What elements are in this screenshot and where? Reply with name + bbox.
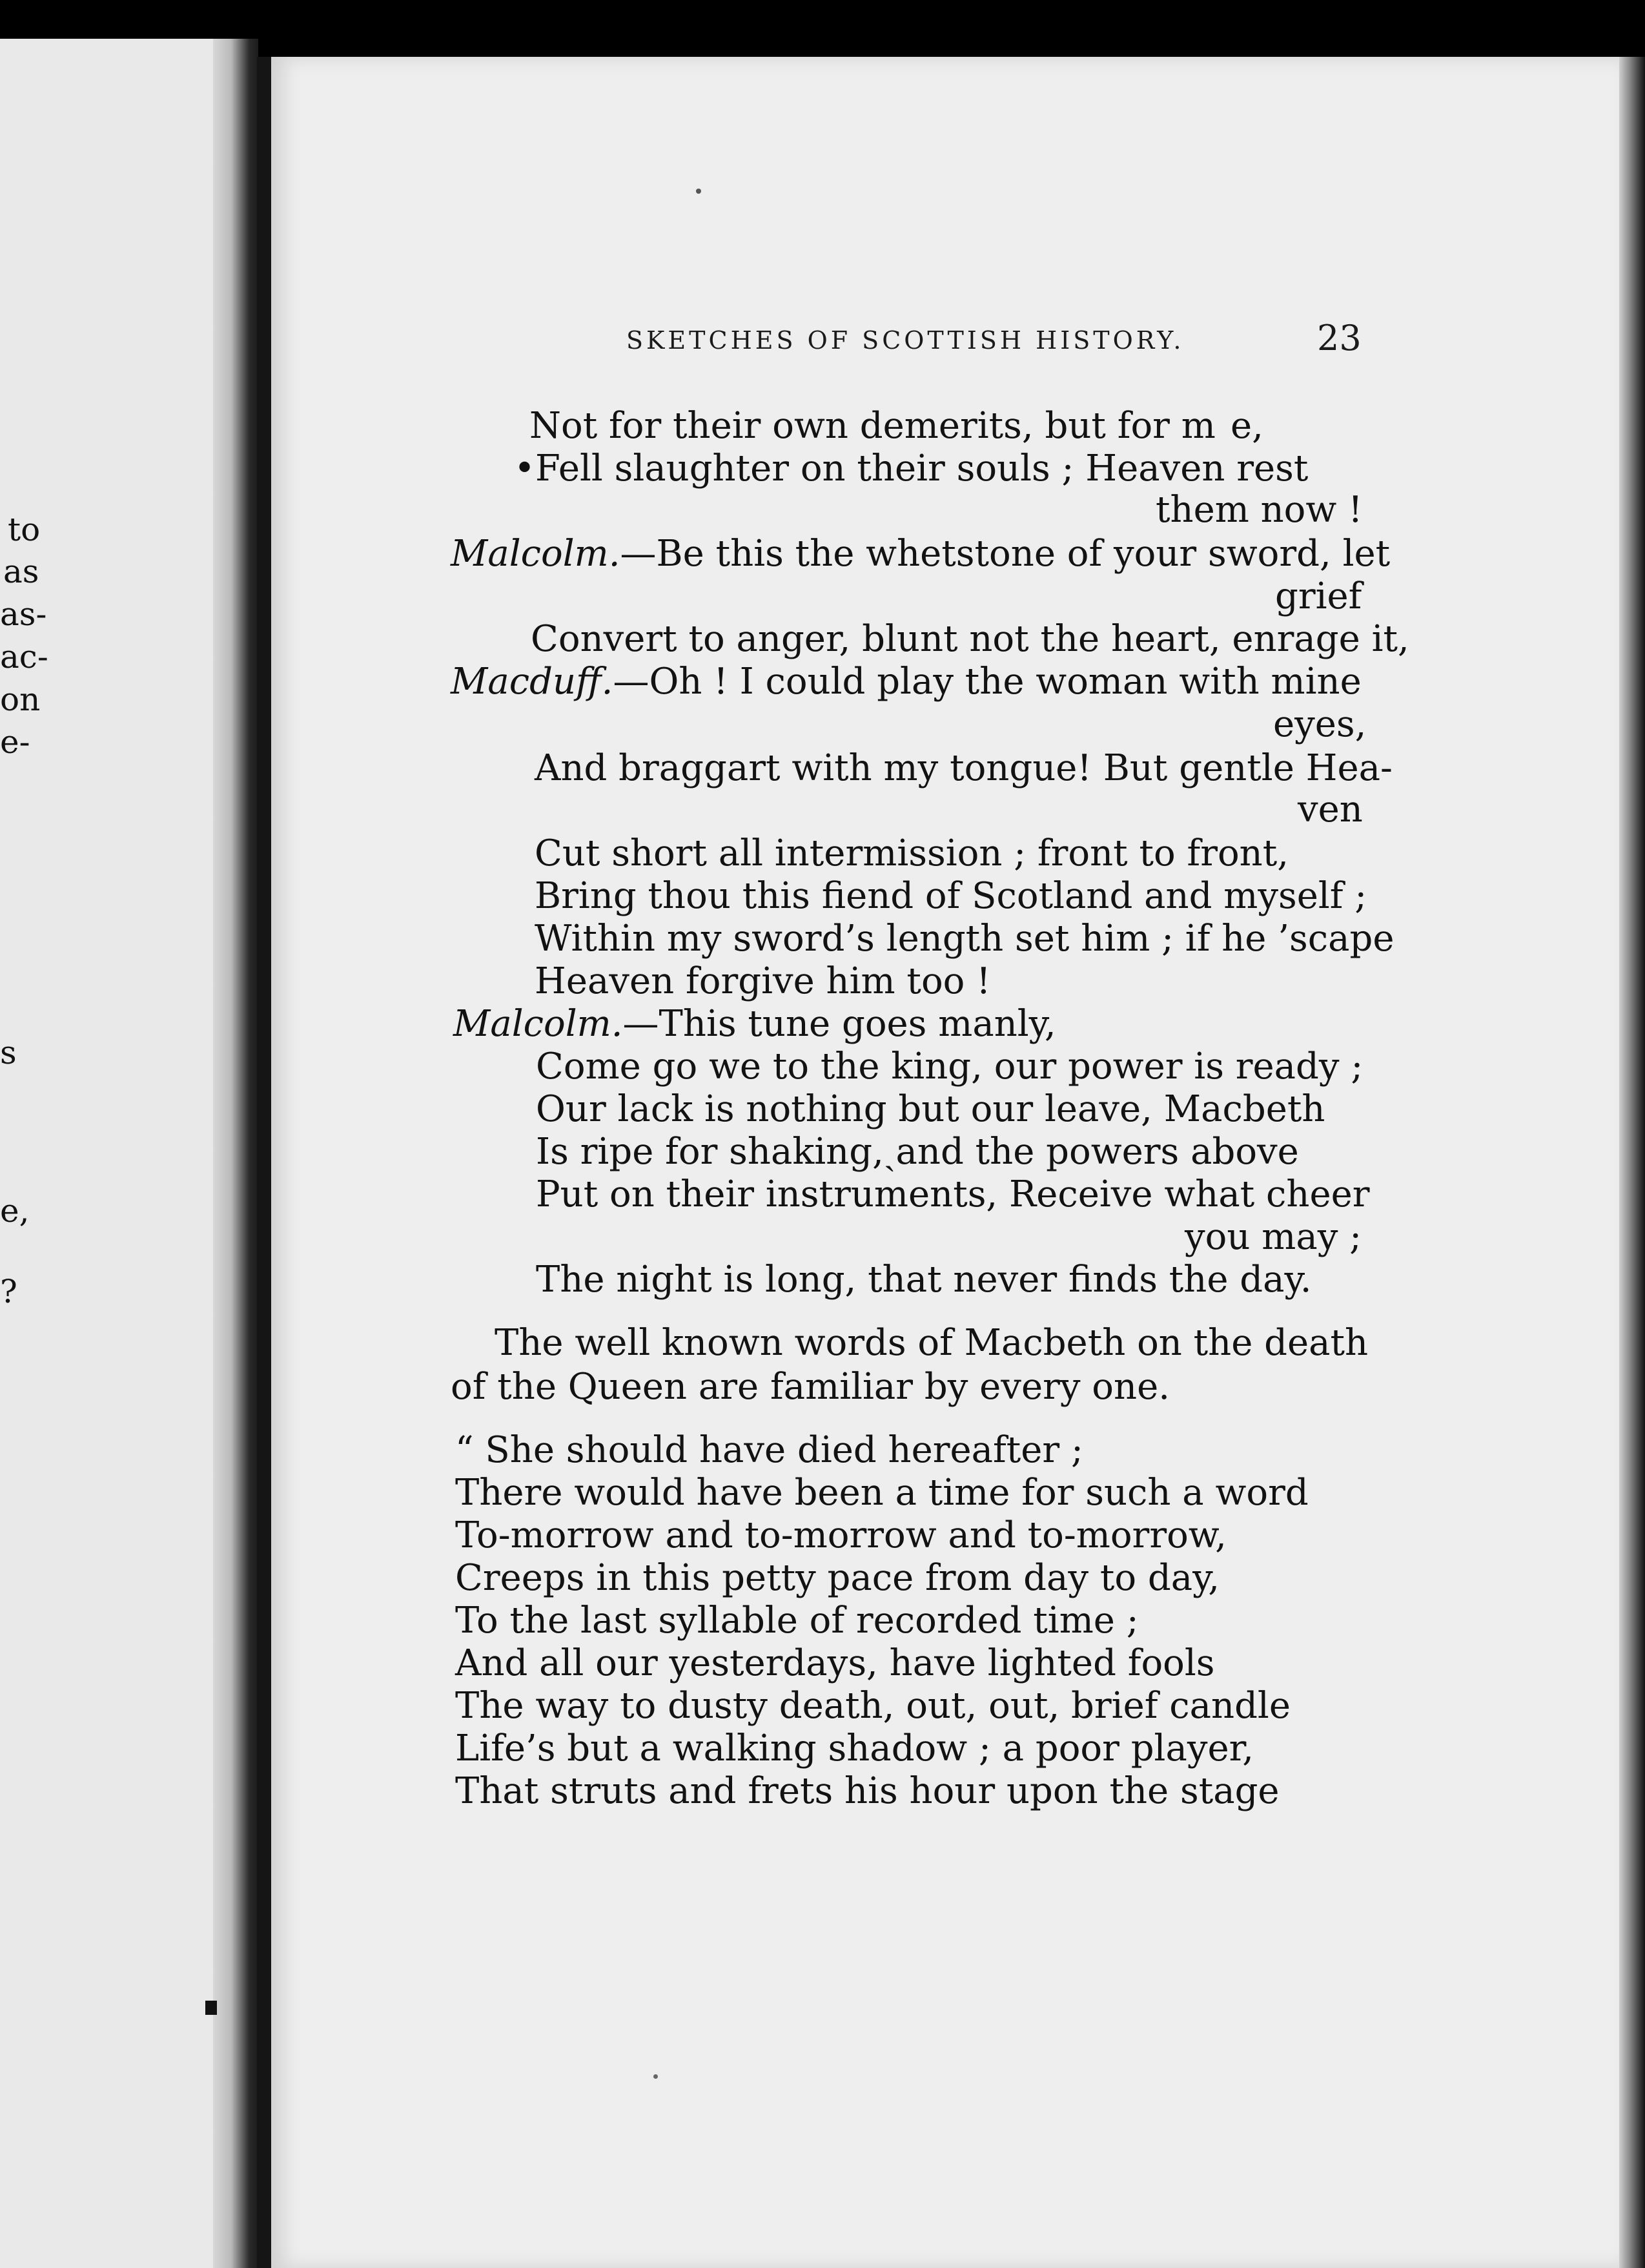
prose-line: of the Queen are familiar by every one. (451, 1366, 1170, 1408)
quote-line: Creeps in this petty pace from day to day, (455, 1557, 1220, 1599)
quote-line: Life’s but a walking shadow ; a poor player, (455, 1727, 1254, 1769)
page-number: 23 (1317, 318, 1362, 358)
verse-line: Heaven forgive him too ! (535, 960, 991, 1002)
prose-line: The well known words of Macbeth on the death (495, 1322, 1369, 1364)
quote-line: “ She should have died hereafter ; (455, 1429, 1083, 1471)
verse-line: eyes, (1273, 703, 1367, 745)
quote-line: The way to dusty death, out, out, brief candle (455, 1685, 1291, 1727)
running-head: SKETCHES OF SCOTTISH HISTORY. (626, 326, 1185, 355)
speaker-name: Malcolm. (451, 533, 620, 575)
left-fragment: ? (0, 1273, 17, 1310)
left-fragment: e- (0, 723, 30, 761)
scan-speck (653, 2074, 658, 2079)
book-gutter (213, 39, 258, 2268)
verse-line: Convert to anger, blunt not the heart, enrage it, (531, 618, 1409, 660)
verse-line: Within my sword’s length set him ; if he ’scape (535, 918, 1395, 960)
quote-line: That struts and frets his hour upon the stage (455, 1770, 1280, 1812)
quote-line: To-morrow and to-morrow and to-morrow, (455, 1514, 1227, 1556)
quote-line: To the last syllable of recorded time ; (455, 1600, 1139, 1642)
speaker-name: Macduff. (451, 661, 613, 703)
verse-line: The night is long, that never finds the day. (536, 1259, 1312, 1301)
quote-line: There would have been a time for such a word (455, 1472, 1309, 1514)
verse-line (453, 1003, 1056, 1045)
verse-text: —This tune goes manly, (622, 1003, 1056, 1045)
verse-line: And braggart with my tongue! But gentle Hea- (535, 747, 1393, 789)
binding-mark (205, 2001, 217, 2015)
speaker-name: Malcolm. (453, 1003, 623, 1045)
verse-line: Put on their instruments, Receive what cheer (536, 1173, 1370, 1215)
verse-text: —Oh ! I could play the woman with mine (613, 661, 1362, 703)
verse-line: ven (1298, 789, 1363, 830)
verse-line: Bring thou this fiend of Scotland and myself ; (535, 875, 1367, 917)
verse-line: Is ripe for shaking,ˏand the powers above (536, 1131, 1299, 1173)
verse-line (451, 533, 1391, 575)
verse-line: grief (1275, 575, 1362, 617)
verse-line: •Fell slaughter on their souls ; Heaven rest (514, 448, 1309, 490)
left-fragment: as- (0, 595, 47, 633)
verse-line (451, 661, 1362, 703)
verse-line: e, (1231, 405, 1263, 447)
verse-line: you may ; (1185, 1216, 1362, 1258)
left-fragment: as (3, 553, 39, 590)
quote-line: And all our yesterdays, have lighted fools (455, 1642, 1215, 1684)
left-fragment: to (8, 511, 41, 548)
scan-speck (696, 189, 701, 194)
left-fragment: e, (0, 1192, 30, 1230)
verse-text: —Be this the whetstone of your sword, let (620, 533, 1391, 575)
verse-line: them now ! (1156, 489, 1363, 531)
left-fragment: s (0, 1034, 17, 1071)
verse-line: Our lack is nothing but our leave, Macbeth (536, 1088, 1325, 1130)
left-fragment: on (0, 681, 41, 718)
verse-line: Cut short all intermission ; front to front, (535, 832, 1289, 874)
verse-line: Not for their own demerits, but for m (529, 405, 1216, 447)
page-edge-shadow (1619, 57, 1645, 2268)
left-fragment: ac- (0, 638, 48, 675)
left-facing-page (0, 39, 249, 2268)
verse-line: Come go we to the king, our power is ready ; (536, 1046, 1364, 1088)
